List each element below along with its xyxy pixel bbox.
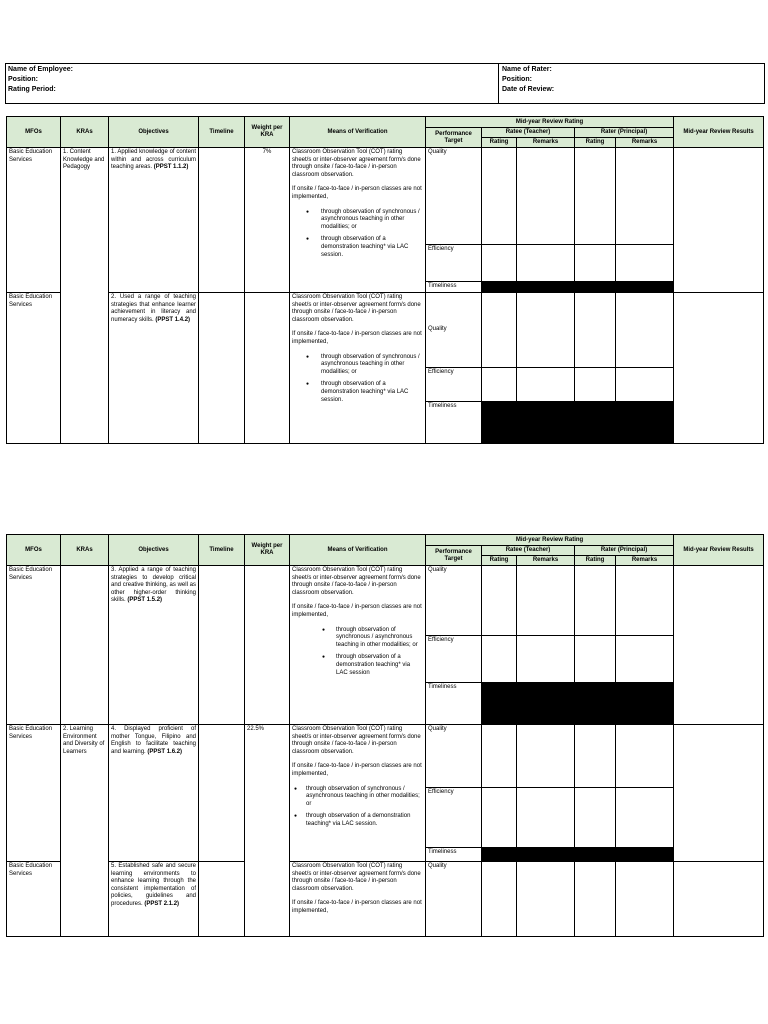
- mfos-header: MFOs: [7, 535, 61, 566]
- ratee-rating-header: Rating: [482, 138, 517, 148]
- mov-paragraph: Classroom Observation Tool (COT) rating sheet/s or inter-observer agreement form/s done through onsite / face-to-face / in-person classroom observation.: [292, 149, 421, 178]
- weight-cell: [245, 566, 290, 725]
- rater-remarks-header: Remarks: [616, 556, 674, 566]
- employee-position-label: Position:: [8, 76, 38, 83]
- rating-cell: [575, 245, 616, 282]
- timeline-cell: [199, 725, 245, 862]
- objective-text: 2. Used a range of teaching strategies that enhance learner achievement in literacy and numeracy skills.: [111, 294, 196, 323]
- results-cell: [674, 293, 764, 444]
- timeline-cell: [199, 862, 245, 937]
- weight-header: Weight per KRA: [245, 535, 290, 566]
- employee-name-label: Name of Employee:: [8, 66, 73, 73]
- performance-target-header: Performance Target: [426, 546, 482, 566]
- blacked-out-cell: [482, 402, 674, 444]
- remarks-cell: [517, 148, 575, 245]
- rating-cell: [482, 368, 517, 402]
- weight-cell: 22.5%: [245, 725, 290, 937]
- ratee-remarks-header: Remarks: [517, 138, 575, 148]
- employee-info: [6, 64, 499, 103]
- mov-paragraph: If onsite / face-to-face / in-person classes are not implemented,: [292, 331, 422, 345]
- weight-cell: 7%: [245, 148, 290, 293]
- objective-text: 5. Established safe and secure learning environments to enhance learning through the consistent implementation of policies, guidelines and procedures.: [111, 863, 196, 907]
- target-timeliness: Timeliness: [426, 282, 482, 293]
- mov-header: Means of Verification: [290, 117, 426, 148]
- objective-cell: [109, 862, 199, 937]
- blacked-out-cell: [482, 848, 674, 862]
- target-timeliness: Timeliness: [426, 683, 482, 725]
- target-efficiency: Efficiency: [426, 636, 482, 683]
- rater-name-label: Name of Rater:: [502, 66, 552, 73]
- ratee-header: Ratee (Teacher): [482, 128, 575, 138]
- mov-paragraph: Classroom Observation Tool (COT) rating sheet/s or inter-observer agreement form/s done through onsite / face-to-face / in-person classroom observation.: [292, 567, 421, 596]
- mov-cell: [290, 148, 426, 293]
- mfo-cell: Basic Education Services: [7, 566, 61, 725]
- target-quality: Quality: [426, 725, 482, 788]
- rater-remarks-header: Remarks: [616, 138, 674, 148]
- mov-list: [292, 209, 423, 260]
- kras-header: KRAs: [61, 535, 109, 566]
- ppst-code: (PPST 1.1.2): [153, 164, 189, 171]
- rating-cell: [482, 636, 517, 683]
- remarks-cell: [616, 862, 674, 937]
- kra-cell: [61, 566, 109, 725]
- midyear-results-header: Mid-year Review Results: [674, 535, 764, 566]
- weight-header: Weight per KRA: [245, 117, 290, 148]
- mov-list-item: ● through observation of a demonstration teaching* via LAC session.: [292, 236, 423, 259]
- review-date-label: Date of Review:: [502, 86, 555, 93]
- remarks-cell: [517, 245, 575, 282]
- mov-list: [292, 786, 423, 829]
- rating-cell: [482, 566, 517, 636]
- ppst-code: (PPST 2.1.2): [144, 900, 180, 907]
- objective-text: 4. Displayed proficient of mother Tongue, Filipino and English to facilitate teaching and learning.: [111, 726, 196, 755]
- mov-list-item: ● through observation of a demonstration teaching* via LAC session.: [292, 381, 423, 404]
- remarks-cell: [616, 368, 674, 402]
- target-quality: Quality: [426, 148, 482, 245]
- mfo-cell: Basic Education Services: [7, 862, 61, 937]
- rating-cell: [482, 245, 517, 282]
- rating-cell: [575, 725, 616, 788]
- blacked-out-cell: [482, 282, 674, 293]
- mov-list-item: ● through observation of synchronous / asynchronous teaching in other modalities; or: [292, 786, 423, 809]
- remarks-cell: [517, 862, 575, 937]
- objective-text: 1. Applied knowledge of content within and across curriculum teaching areas.: [111, 149, 196, 171]
- remarks-cell: [517, 636, 575, 683]
- kra-table-2: [6, 534, 764, 937]
- objective-cell: [109, 566, 199, 725]
- rating-cell: [575, 148, 616, 245]
- remarks-cell: [517, 788, 575, 848]
- rating-cell: [575, 862, 616, 937]
- objective-cell: [109, 148, 199, 293]
- results-cell: [674, 566, 764, 725]
- objectives-header: Objectives: [109, 535, 199, 566]
- objectives-header: Objectives: [109, 117, 199, 148]
- rater-info: [499, 64, 764, 103]
- weight-cell: [245, 293, 290, 444]
- mov-paragraph: Classroom Observation Tool (COT) rating sheet/s or inter-observer agreement form/s done through onsite / face-to-face / in-person classroom observation.: [292, 294, 421, 323]
- rater-position-label: Position:: [502, 76, 532, 83]
- objective-cell: [109, 725, 199, 862]
- results-cell: [674, 862, 764, 937]
- remarks-cell: [616, 566, 674, 636]
- mov-cell: [290, 725, 426, 862]
- ratee-header: Ratee (Teacher): [482, 546, 575, 556]
- remarks-cell: [616, 148, 674, 245]
- blacked-out-cell: [482, 683, 674, 725]
- remarks-cell: [616, 293, 674, 368]
- mov-list-item: ● through observation of a demonstration teaching* via LAC session: [292, 654, 423, 677]
- rater-header: Rater (Principal): [575, 546, 674, 556]
- performance-target-header: Performance Target: [426, 128, 482, 148]
- ppst-code: (PPST 1.6.2): [147, 748, 183, 755]
- results-cell: [674, 148, 764, 293]
- rating-cell: [482, 725, 517, 788]
- mov-paragraph: Classroom Observation Tool (COT) rating sheet/s or inter-observer agreement form/s done through onsite / face-to-face / in-person classroom observation.: [292, 863, 421, 892]
- rating-cell: [482, 293, 517, 368]
- mfo-cell: Basic Education Services: [7, 725, 61, 862]
- midyear-rating-header: Mid-year Review Rating: [426, 535, 674, 546]
- target-efficiency: Efficiency: [426, 788, 482, 848]
- mov-cell: [290, 862, 426, 937]
- rating-cell: [575, 636, 616, 683]
- remarks-cell: [616, 725, 674, 788]
- mov-list-item: ● through observation of synchronous / asynchronous teaching in other modalities; or: [292, 627, 423, 650]
- ppst-code: (PPST 1.5.2): [127, 597, 163, 604]
- mov-paragraph: If onsite / face-to-face / in-person classes are not implemented,: [292, 900, 422, 914]
- mov-list: [292, 627, 423, 678]
- target-efficiency: Efficiency: [426, 245, 482, 282]
- rating-cell: [575, 293, 616, 368]
- objective-text: 3. Applied a range of teaching strategies to develop critical and creative thinking, as well as other higher-order thinking skills.: [111, 567, 196, 604]
- rater-header: Rater (Principal): [575, 128, 674, 138]
- mov-list-item: ● through observation of synchronous / asynchronous teaching in other modalities; or: [292, 354, 423, 377]
- kra-table-1: [6, 116, 764, 444]
- rating-cell: [482, 148, 517, 245]
- rating-cell: [575, 368, 616, 402]
- timeline-cell: [199, 566, 245, 725]
- mov-paragraph: Classroom Observation Tool (COT) rating sheet/s or inter-observer agreement form/s done through onsite / face-to-face / in-person classroom observation.: [292, 726, 421, 755]
- mov-list-item: ● through observation of a demonstration teaching* via LAC session.: [292, 813, 423, 828]
- ratee-remarks-header: Remarks: [517, 556, 575, 566]
- rating-cell: [482, 862, 517, 937]
- rating-cell: [575, 788, 616, 848]
- rating-cell: [575, 566, 616, 636]
- ppst-code: (PPST 1.4.2): [155, 316, 191, 323]
- rating-cell: [482, 788, 517, 848]
- target-quality: Quality: [426, 862, 482, 937]
- midyear-rating-header: Mid-year Review Rating: [426, 117, 674, 128]
- kras-header: KRAs: [61, 117, 109, 148]
- kra-cell: 2. Learning Environment and Diversity of Learners: [61, 725, 109, 937]
- target-quality: Quality: [426, 293, 482, 368]
- timeline-cell: [199, 293, 245, 444]
- ratee-rating-header: Rating: [482, 556, 517, 566]
- objective-cell: [109, 293, 199, 444]
- mov-cell: [290, 566, 426, 725]
- remarks-cell: [616, 245, 674, 282]
- mov-list: [292, 354, 423, 405]
- mov-paragraph: If onsite / face-to-face / in-person classes are not implemented,: [292, 186, 422, 200]
- remarks-cell: [616, 788, 674, 848]
- rater-rating-header: Rating: [575, 556, 616, 566]
- remarks-cell: [616, 636, 674, 683]
- kra-cell: 1. Content Knowledge and Pedagogy: [61, 148, 109, 444]
- rater-rating-header: Rating: [575, 138, 616, 148]
- remarks-cell: [517, 293, 575, 368]
- timeline-header: Timeline: [199, 535, 245, 566]
- mov-list-item: ● through observation of synchronous / asynchronous teaching in other modalities; or: [292, 209, 423, 232]
- timeline-cell: [199, 148, 245, 293]
- remarks-cell: [517, 566, 575, 636]
- mfo-cell: Basic Education Services: [7, 148, 61, 293]
- remarks-cell: [517, 725, 575, 788]
- mov-header: Means of Verification: [290, 535, 426, 566]
- results-cell: [674, 725, 764, 862]
- rating-period-label: Rating Period:: [8, 86, 56, 93]
- target-efficiency: Efficiency: [426, 368, 482, 402]
- mov-paragraph: If onsite / face-to-face / in-person classes are not implemented,: [292, 763, 422, 777]
- timeline-header: Timeline: [199, 117, 245, 148]
- target-timeliness: Timeliness: [426, 402, 482, 444]
- target-timeliness: Timeliness: [426, 848, 482, 862]
- mov-cell: [290, 293, 426, 444]
- mfos-header: MFOs: [7, 117, 61, 148]
- mov-paragraph: If onsite / face-to-face / in-person classes are not implemented,: [292, 604, 422, 618]
- remarks-cell: [517, 368, 575, 402]
- midyear-results-header: Mid-year Review Results: [674, 117, 764, 148]
- target-quality: Quality: [426, 566, 482, 636]
- employee-info-box: [5, 63, 765, 104]
- mfo-cell: Basic Education Services: [7, 293, 61, 444]
